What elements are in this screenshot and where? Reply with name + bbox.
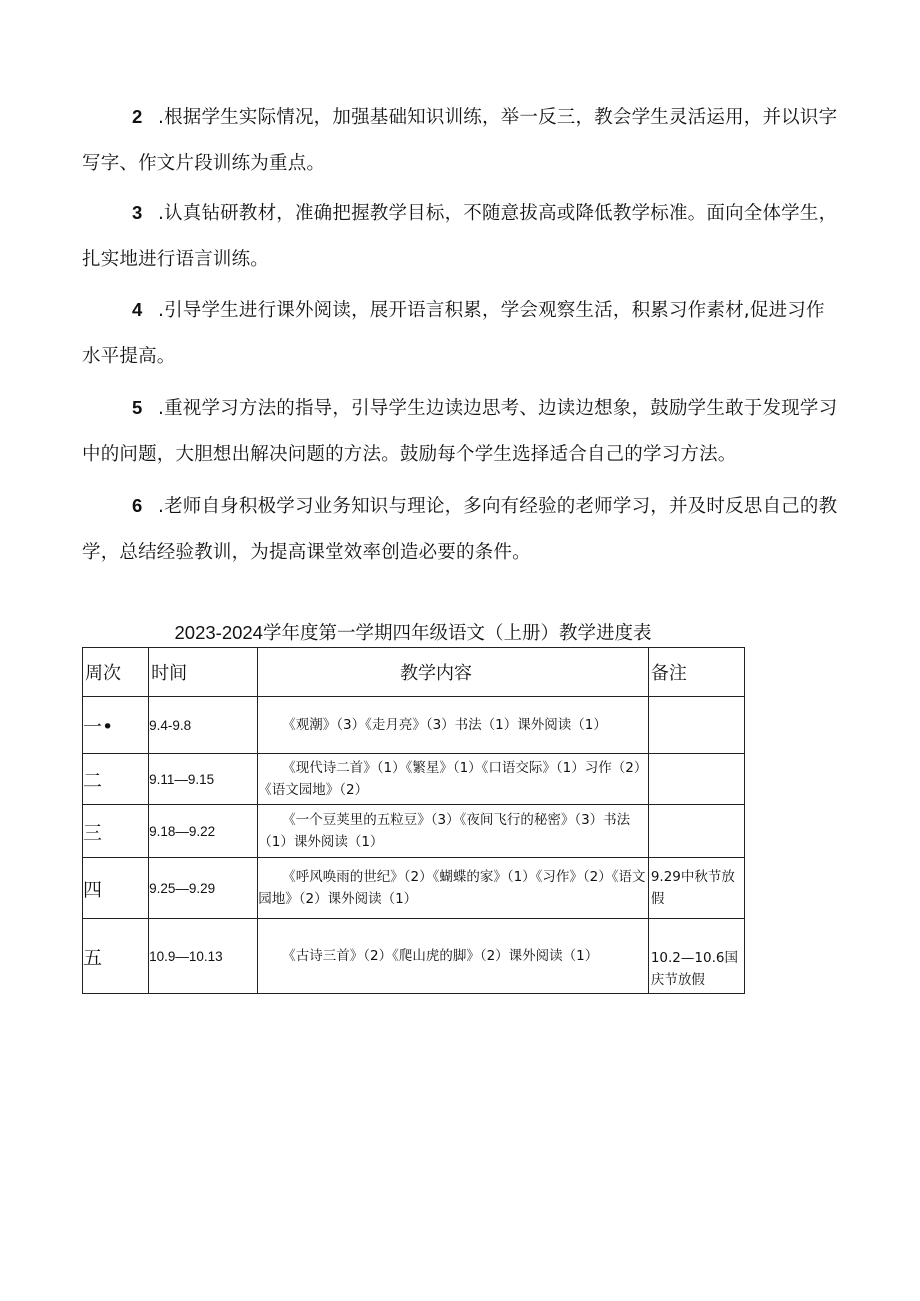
- content-text: 《观潮》（3）《走月亮》（3）书法（1）课外阅读（1）: [282, 717, 607, 733]
- content-text: 《现代诗二首》（1）《繁星》（1）《口语交际》（1）习作（2）《语文园地》（2）: [258, 760, 641, 798]
- table-row: [83, 858, 745, 919]
- paragraph-number: 6: [132, 495, 143, 516]
- paragraph-text: .重视学习方法的指导，引导学生边读边思考、边读边想象，鼓励学生敢于发现学习中的问题，大胆想出解决问题的方法。鼓励每个学生选择适合自己的学习方法。: [82, 398, 838, 465]
- content-cell: [258, 919, 649, 994]
- week-cell: 四: [83, 858, 149, 919]
- note-cell: [648, 697, 744, 754]
- content-text: 《一个豆荚里的五粒豆》（3）《夜间飞行的秘密》（3）书法（1）课外阅读（1）: [258, 812, 631, 850]
- content-cell: [258, 805, 649, 858]
- note-cell: 10.2—10.6国庆节放假: [648, 919, 744, 994]
- table-row: [83, 754, 745, 805]
- note-cell: 9.29中秋节放假: [648, 858, 744, 919]
- content-text: 《呼风唤雨的世纪》（2）《蝴蝶的家》（1）《习作》（2）《语文园地》（2）课外阅读（1）: [258, 869, 646, 907]
- week-cell: 五: [83, 919, 149, 994]
- paragraph-number: 3: [132, 202, 143, 223]
- paragraph-text: .引导学生进行课外阅读，展开语言积累，学会观察生活，积累习作素材,促进习作水平提高。: [82, 300, 825, 367]
- time-cell: 9.25—9.29: [149, 858, 258, 919]
- week-cell: 一•: [83, 697, 149, 754]
- paragraph-text: .根据学生实际情况，加强基础知识训练，举一反三，教会学生灵活运用，并以识字写字、作文片段训练为重点。: [82, 107, 838, 174]
- paragraph-6: [82, 483, 840, 576]
- header-content: 教学内容: [258, 648, 649, 697]
- paragraph-2: [82, 94, 840, 187]
- table-row: [83, 697, 745, 754]
- table-row: [83, 919, 745, 994]
- week-cell: 二: [83, 754, 149, 805]
- content-cell: [258, 697, 649, 754]
- week-cell: 三: [83, 805, 149, 858]
- paragraph-text: .老师自身积极学习业务知识与理论，多向有经验的老师学习，并及时反思自己的教学，总结经验教训，为提高课堂效率创造必要的条件。: [82, 496, 838, 563]
- paragraph-3: [82, 190, 840, 283]
- content-cell: [258, 858, 649, 919]
- header-note: 备注: [648, 648, 744, 697]
- note-cell: [648, 754, 744, 805]
- time-cell: 9.18—9.22: [149, 805, 258, 858]
- time-cell: 10.9—10.13: [149, 919, 258, 994]
- content-text: 《古诗三首》（2）《爬山虎的脚》（2）课外阅读（1）: [282, 948, 599, 964]
- time-cell: 9.11—9.15: [149, 754, 258, 805]
- paragraph-5: [82, 385, 840, 478]
- time-cell: 9.4-9.8: [149, 697, 258, 754]
- table-header-row: [83, 648, 745, 697]
- note-cell: [648, 805, 744, 858]
- header-time: 时间: [149, 648, 258, 697]
- content-cell: [258, 754, 649, 805]
- paragraph-number: 5: [132, 397, 143, 418]
- header-week: 周次: [83, 648, 149, 697]
- paragraph-number: 4: [132, 299, 143, 320]
- schedule-table: [82, 647, 745, 994]
- table-row: [83, 805, 745, 858]
- paragraph-text: .认真钻研教材，准确把握教学目标，不随意拔高或降低教学标准。面向全体学生，扎实地进行语言训练。: [82, 203, 838, 270]
- table-title-text: 学年度第一学期四年级语文（上册）教学进度表: [262, 623, 652, 644]
- paragraph-4: [82, 287, 840, 380]
- table-title-year: 2023-2024: [174, 622, 263, 643]
- paragraph-number: 2: [132, 106, 143, 127]
- table-title: [82, 620, 744, 647]
